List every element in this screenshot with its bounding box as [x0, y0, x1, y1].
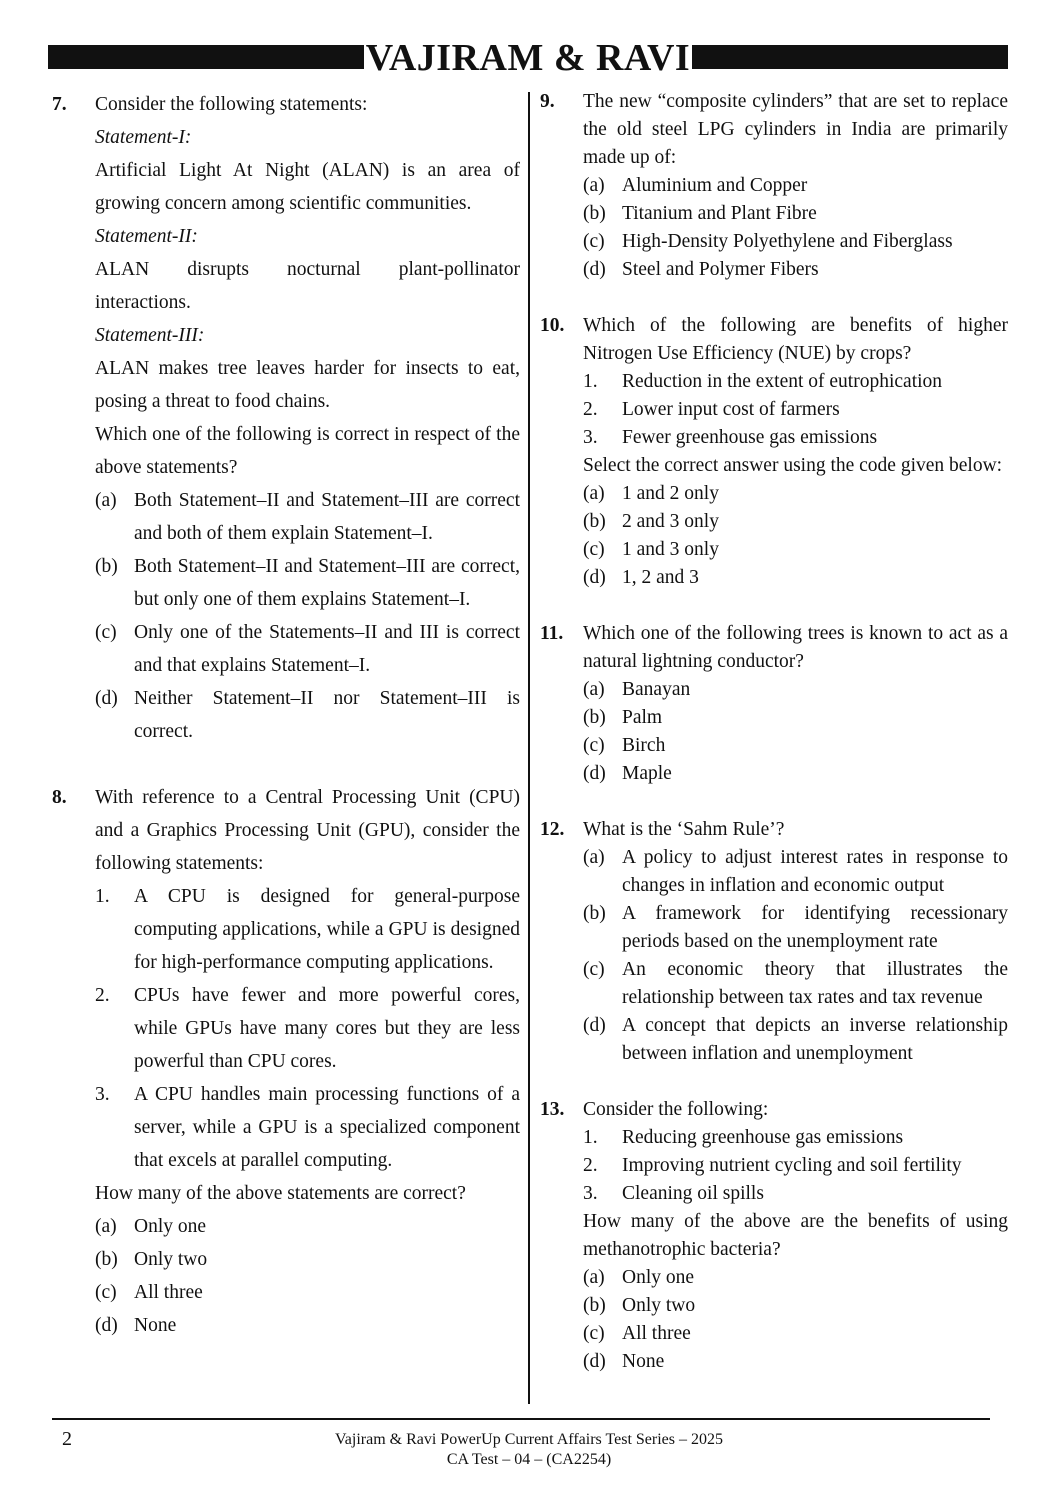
option-c — [583, 732, 1008, 760]
option-text: Aluminium and Copper — [622, 175, 808, 196]
option-text: Titanium and Plant Fibre — [622, 203, 817, 224]
question-intro: Which one of the following trees is known to act as a natural lightning conductor? — [583, 623, 1008, 672]
statement-label: 1. — [95, 886, 110, 907]
option-text: A policy to adjust interest rates in response to changes in inflation and economic output — [622, 847, 1008, 896]
option-label: (c) — [583, 539, 605, 560]
column-divider — [528, 92, 530, 1404]
header-title: VAJIRAM & RAVI — [365, 37, 691, 79]
statement-text: Improving nutrient cycling and soil fertility — [622, 1155, 962, 1176]
option-d — [583, 760, 1008, 788]
option-label: (d) — [583, 1015, 606, 1036]
option-label: (c) — [583, 735, 605, 756]
option-text: Both Statement–II and Statement–III are correct, but only one of them explains Statement–I. — [134, 556, 520, 610]
option-text: 1 and 3 only — [622, 539, 719, 560]
question-intro: The new “composite cylinders” that are set to replace the old steel LPG cylinders in India are primarily made up of: — [583, 91, 1008, 168]
statement-1-text: Artificial Light At Night (ALAN) is an area of growing concern among scientific communities. — [95, 160, 520, 214]
statement-text: A CPU is designed for general-purpose computing applications, while a GPU is designed for high-performance computing applications. — [134, 886, 520, 973]
page-number: 2 — [62, 1428, 72, 1450]
statement-text: CPUs have fewer and more powerful cores, while GPUs have many cores but they are less powerful than CPU cores. — [134, 985, 520, 1072]
statement-1 — [95, 880, 520, 979]
statement-2 — [583, 396, 1008, 424]
option-d — [583, 564, 1008, 592]
option-a — [95, 1210, 520, 1243]
question-text: Select the correct answer using the code given below: — [583, 455, 1003, 476]
option-c — [95, 1276, 520, 1309]
option-a — [583, 844, 1008, 900]
question-number: 7. — [52, 94, 67, 115]
question-9 — [540, 88, 1008, 284]
option-label: (b) — [583, 511, 606, 532]
question-text: How many of the above are the benefits of using methanotrophic bacteria? — [583, 1211, 1008, 1260]
option-label: (a) — [583, 175, 605, 196]
statement-2 — [583, 1152, 1008, 1180]
option-a — [95, 484, 520, 550]
option-label: (d) — [95, 688, 118, 709]
question-13 — [540, 1096, 1008, 1376]
statement-1 — [583, 1124, 1008, 1152]
statement-text: Lower input cost of farmers — [622, 399, 840, 420]
question-intro: Consider the following: — [583, 1099, 769, 1120]
statement-3-label: Statement-III: — [95, 325, 205, 346]
question-10 — [540, 312, 1008, 592]
footer-rule — [52, 1418, 990, 1420]
question-intro: What is the ‘Sahm Rule’? — [583, 819, 785, 840]
option-text: 1 and 2 only — [622, 483, 719, 504]
question-intro: With reference to a Central Processing Unit (CPU) and a Graphics Processing Unit (GPU), consider the following statements: — [95, 787, 520, 874]
option-label: (b) — [583, 903, 606, 924]
header-bar-right — [692, 45, 1008, 69]
option-text: Palm — [622, 707, 663, 728]
option-d — [583, 1012, 1008, 1068]
option-text: Neither Statement–II nor Statement–III is correct. — [134, 688, 520, 742]
option-label: (a) — [583, 679, 605, 700]
option-c — [583, 1320, 1008, 1348]
option-label: (b) — [583, 1295, 606, 1316]
option-text: 1, 2 and 3 — [622, 567, 699, 588]
question-intro: Which of the following are benefits of higher Nitrogen Use Efficiency (NUE) by crops? — [583, 315, 1008, 364]
option-label: (c) — [95, 622, 117, 643]
page-header — [48, 37, 1008, 79]
question-number: 11. — [540, 623, 564, 644]
statement-3-text: ALAN makes tree leaves harder for insects to eat, posing a threat to food chains. — [95, 358, 520, 412]
right-column — [540, 88, 1008, 1376]
option-text: Maple — [622, 763, 672, 784]
option-text: Both Statement–II and Statement–III are correct and both of them explain Statement–I. — [134, 490, 520, 544]
question-number: 10. — [540, 315, 565, 336]
option-label: (a) — [583, 847, 605, 868]
option-b — [583, 704, 1008, 732]
statement-3 — [95, 1078, 520, 1177]
option-text: 2 and 3 only — [622, 511, 719, 532]
statement-label: 2. — [583, 399, 598, 420]
option-a — [583, 676, 1008, 704]
question-intro: Consider the following statements: — [95, 94, 368, 115]
statement-2-label: Statement-II: — [95, 226, 198, 247]
left-column — [52, 88, 520, 1342]
option-text: A framework for identifying recessionary periods based on the unemployment rate — [622, 903, 1008, 952]
statement-3 — [583, 424, 1008, 452]
option-a — [583, 172, 1008, 200]
option-text: All three — [134, 1282, 203, 1303]
question-12 — [540, 816, 1008, 1068]
option-label: (a) — [95, 1216, 117, 1237]
option-c — [583, 228, 1008, 256]
option-label: (d) — [583, 259, 606, 280]
statement-label: 1. — [583, 371, 598, 392]
option-label: (d) — [95, 1315, 118, 1336]
question-8 — [52, 781, 520, 1342]
option-text: Only one — [622, 1267, 695, 1288]
option-b — [583, 1292, 1008, 1320]
option-label: (b) — [95, 1249, 118, 1270]
option-label: (d) — [583, 1351, 606, 1372]
statement-label: 2. — [95, 985, 110, 1006]
option-b — [583, 508, 1008, 536]
statement-text: Reducing greenhouse gas emissions — [622, 1127, 904, 1148]
statement-2 — [95, 979, 520, 1078]
statement-1-label: Statement-I: — [95, 127, 192, 148]
statement-label: 3. — [583, 1183, 598, 1204]
statement-text: Cleaning oil spills — [622, 1183, 764, 1204]
option-label: (c) — [583, 231, 605, 252]
option-text: Birch — [622, 735, 666, 756]
option-label: (b) — [95, 556, 118, 577]
statement-text: Reduction in the extent of eutrophication — [622, 371, 943, 392]
option-text: None — [134, 1315, 177, 1336]
option-text: Only two — [134, 1249, 208, 1270]
option-label: (d) — [583, 763, 606, 784]
question-11 — [540, 620, 1008, 788]
option-d — [583, 1348, 1008, 1376]
option-text: Only one of the Statements–II and III is correct and that explains Statement–I. — [134, 622, 520, 676]
option-d — [95, 1309, 520, 1342]
statement-3 — [583, 1180, 1008, 1208]
option-c — [95, 616, 520, 682]
option-label: (c) — [583, 959, 605, 980]
option-d — [583, 256, 1008, 284]
statement-label: 2. — [583, 1155, 598, 1176]
statement-1 — [583, 368, 1008, 396]
option-b — [95, 1243, 520, 1276]
option-label: (c) — [95, 1282, 117, 1303]
option-label: (a) — [583, 1267, 605, 1288]
footer-test-code: CA Test – 04 – (CA2254) — [446, 1451, 612, 1468]
question-number: 8. — [52, 787, 67, 808]
header-bar-left — [48, 45, 364, 69]
option-label: (c) — [583, 1323, 605, 1344]
option-label: (b) — [583, 707, 606, 728]
question-text: Which one of the following is correct in respect of the above statements? — [95, 424, 520, 478]
question-number: 12. — [540, 819, 565, 840]
option-b — [583, 200, 1008, 228]
option-label: (d) — [583, 567, 606, 588]
option-label: (a) — [95, 490, 117, 511]
option-label: (b) — [583, 203, 606, 224]
option-text: Only one — [134, 1216, 207, 1237]
statement-2-text: ALAN disrupts nocturnal plant-pollinator interactions. — [95, 259, 520, 313]
option-c — [583, 956, 1008, 1012]
option-text: None — [622, 1351, 665, 1372]
option-text: An economic theory that illustrates the relationship between tax rates and tax revenue — [622, 959, 1008, 1008]
question-7 — [52, 88, 520, 748]
option-text: A concept that depicts an inverse relationship between inflation and unemployment — [622, 1015, 1008, 1064]
statement-label: 3. — [583, 427, 598, 448]
option-text: High-Density Polyethylene and Fiberglass — [622, 231, 953, 252]
page-footer — [0, 1430, 1058, 1470]
option-a — [583, 480, 1008, 508]
footer-series-title: Vajiram & Ravi PowerUp Current Affairs Test Series – 2025 — [334, 1431, 723, 1448]
option-a — [583, 1264, 1008, 1292]
option-b — [95, 550, 520, 616]
question-number: 13. — [540, 1099, 565, 1120]
option-text: Steel and Polymer Fibers — [622, 259, 819, 280]
option-label: (a) — [583, 483, 605, 504]
option-text: Banayan — [622, 679, 691, 700]
statement-label: 1. — [583, 1127, 598, 1148]
option-d — [95, 682, 520, 748]
option-text: All three — [622, 1323, 691, 1344]
option-c — [583, 536, 1008, 564]
statement-text: A CPU handles main processing functions of a server, while a GPU is a specialized component that excels at parallel computing. — [134, 1084, 520, 1171]
question-text: How many of the above statements are correct? — [95, 1183, 466, 1204]
statement-label: 3. — [95, 1084, 110, 1105]
option-text: Only two — [622, 1295, 696, 1316]
statement-text: Fewer greenhouse gas emissions — [622, 427, 878, 448]
question-number: 9. — [540, 91, 555, 112]
option-b — [583, 900, 1008, 956]
